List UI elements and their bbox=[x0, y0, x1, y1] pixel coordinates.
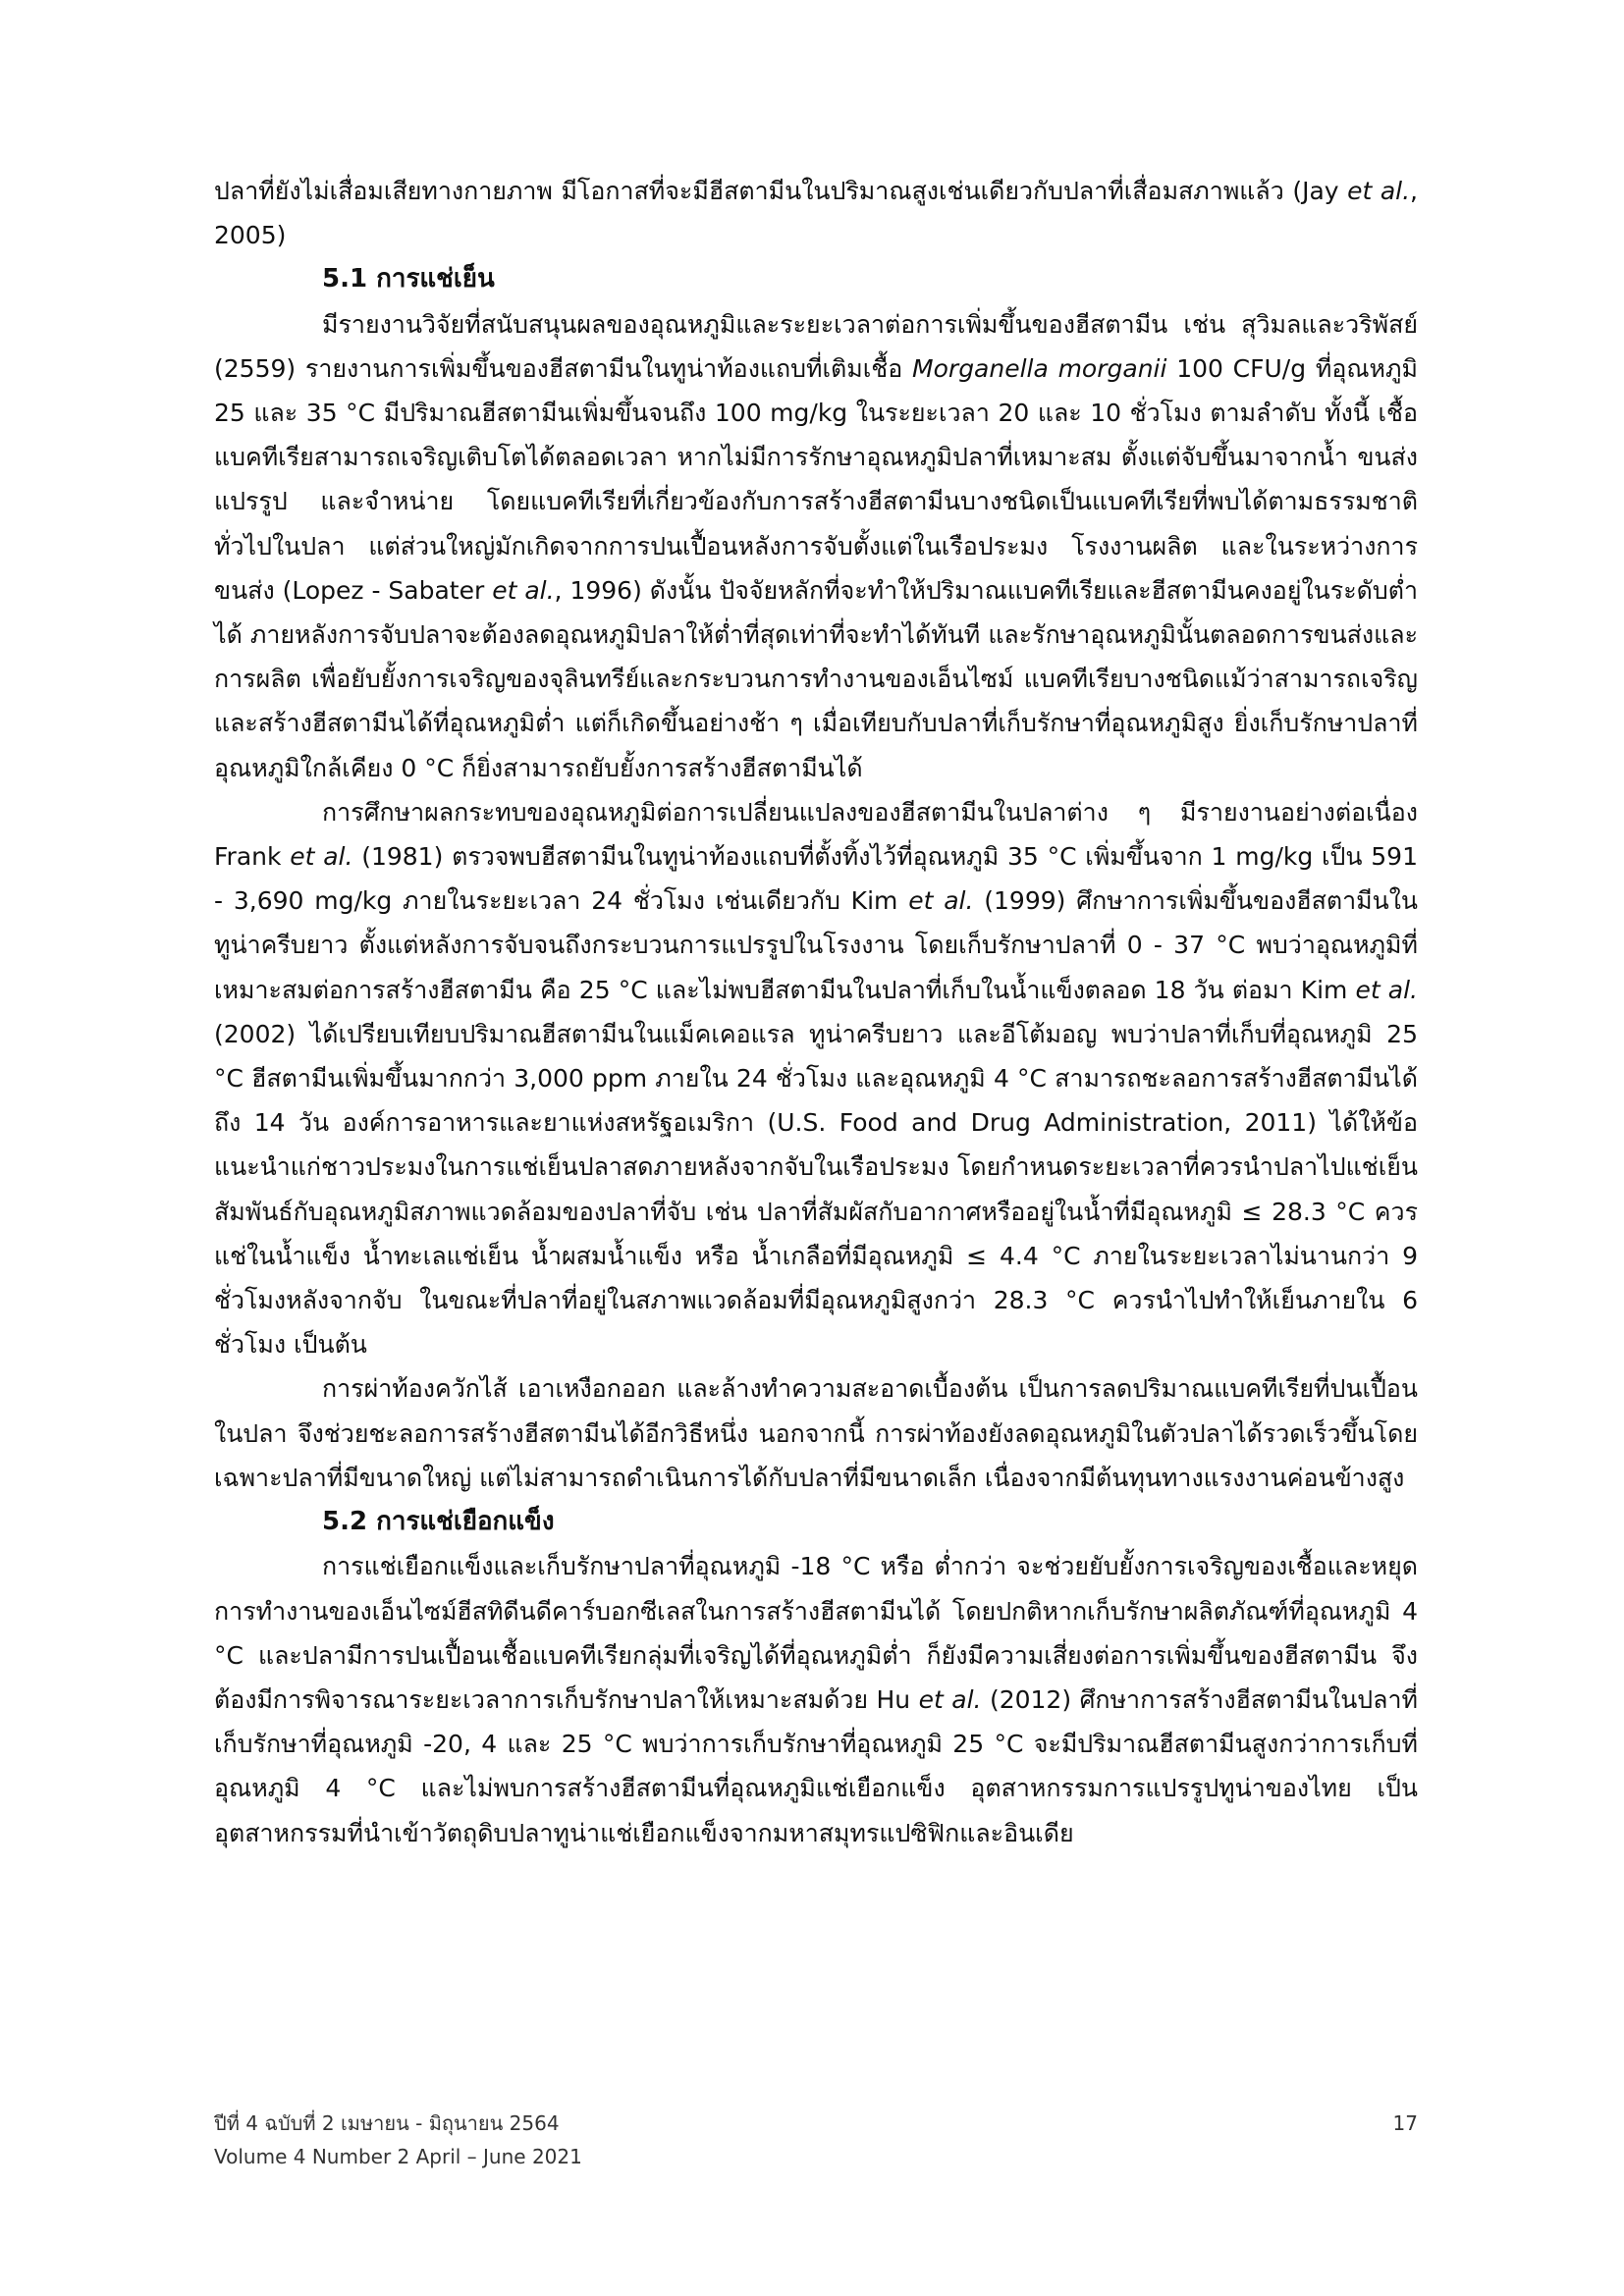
paragraph bbox=[214, 1544, 1418, 1854]
italic-run: et al. bbox=[290, 842, 353, 872]
text-run: มีรายงานวิจัยที่สนับสนุนผลของอุณหภูมิและระยะเวลาต่อการเพิ่มขึ้นของฮีสตามีน เช่น สุวิมลและวริพัสย์ (2559) รายงานการเพิ่มขึ้นของฮีสตามีนในทูน่าท้องแถบที่เติมเชื้อ bbox=[214, 309, 1418, 383]
text-run: การแช่เยือกแข็งและเก็บรักษาปลาที่อุณหภูมิ -18 °C หรือ ต่ำกว่า จะช่วยยับยั้งการเจริญของเชื้อและหยุดการทำงานของเอ็นไซม์ฮีสทิดีนดีคาร์บอกซีเลสในการสร้างฮีสตามีนได้ โดยปกติหากเก็บรักษาผลิตภัณฑ์ที่อุณหภูมิ 4 °C และปลามีการปนเปื้อนเชื้อแบคทีเรียกลุ่มที่เจริญได้ที่อุณหภูมิต่ำ ก็ยังมีความเสี่ยงต่อการเพิ่มขึ้นของฮีสตามีน จึงต้องมีการพิจารณาระยะเวลาการเก็บรักษาปลาให้เหมาะสมด้วย Hu bbox=[214, 1552, 1418, 1714]
text-run: 100 CFU/g ที่อุณหภูมิ 25 และ 35 °C มีปริมาณฮีสตามีนเพิ่มขึ้นจนถึง 100 mg/kg ในระยะเวลา 20 และ 10 ชั่วโมง ตามลำดับ ทั้งนี้ เชื้อแบคทีเรียสามารถเจริญเติบโตได้ตลอดเวลา หากไม่มีการรักษาอุณหภูมิปลาที่เหมาะสม ตั้งแต่จับขึ้นมาจากน้ำ ขนส่ง แปรรูป และจำหน่าย โดยแบคทีเรียที่เกี่ยวข้องกับการสร้างฮีสตามีนบางชนิดเป็นแบคทีเรียที่พบได้ตามธรรมชาติทั่วไปในปลา แต่ส่วนใหญ่มักเกิดจากการปนเปื้อนหลังการจับตั้งแต่ในเรือประมง โรงงานผลิต และในระหว่างการขนส่ง (Lopez - Sabater bbox=[214, 353, 1418, 605]
paragraph bbox=[214, 169, 1418, 257]
footer-english-issue: Volume 4 Number 2 April – June 2021 bbox=[214, 2145, 582, 2168]
page-footer bbox=[214, 2107, 1418, 2173]
section-heading-5-2: 5.2 การแช่เยือกแข็ง bbox=[322, 1507, 555, 1537]
page-number: 17 bbox=[1392, 2111, 1418, 2135]
italic-run: et al. bbox=[1355, 975, 1418, 1004]
text-run: (2012) ศึกษาการสร้างฮีสตามีนในปลาที่เก็บรักษาที่อุณหภูมิ -20, 4 และ 25 °C พบว่าการเก็บรักษาที่อุณหภูมิ 25 °C จะมีปริมาณฮีสตามีนสูงกว่าการเก็บที่อุณหภูมิ 4 °C และไม่พบการสร้างฮีสตามีนที่อุณหภูมิแช่เยือกแข็ง อุตสาหกรรมการแปรรูปทูน่าของไทย เป็นอุตสาหกรรมที่นำเข้าวัตถุดิบปลาทูน่าแช่เยือกแข็งจากมหาสมุทรแปซิฟิกและอินเดีย bbox=[214, 1684, 1418, 1847]
text-run: (1999) ศึกษาการเพิ่มขึ้นของฮีสตามีนในทูน่าครีบยาว ตั้งแต่หลังการจับจนถึงกระบวนการแปรรูปในโรงงาน โดยเก็บรักษาปลาที่ 0 - 37 °C พบว่าอุณหภูมิที่เหมาะสมต่อการสร้างฮีสตามีน คือ 25 °C และไม่พบฮีสตามีนในปลาที่เก็บในน้ำแข็งตลอด 18 วัน ต่อมา Kim bbox=[214, 886, 1418, 1004]
text-run: , 1996) ดังนั้น ปัจจัยหลักที่จะทำให้ปริมาณแบคทีเรียและฮีสตามีนคงอยู่ในระดับต่ำได้ ภายหลังการจับปลาจะต้องลดอุณหภูมิปลาให้ต่ำที่สุดเท่าที่จะทำได้ทันที และรักษาอุณหภูมินั้นตลอดการขนส่งและการผลิต เพื่อยับยั้งการเจริญของจุลินทรีย์และกระบวนการทำงานของเอ็นไซม์ แบคทีเรียบางชนิดแม้ว่าสามารถเจริญและสร้างฮีสตามีนได้ที่อุณหภูมิต่ำ แต่ก็เกิดขึ้นอย่างช้า ๆ เมื่อเทียบกับปลาที่เก็บรักษาที่อุณหภูมิสูง ยิ่งเก็บรักษาปลาที่อุณหภูมิใกล้เคียง 0 °C ก็ยิ่งสามารถยับยั้งการสร้างฮีสตามีนได้ bbox=[214, 575, 1419, 782]
paragraph bbox=[214, 790, 1418, 1367]
italic-run: et al. bbox=[908, 886, 974, 916]
article-body bbox=[214, 169, 1418, 1855]
text-run: การผ่าท้องควักไส้ เอาเหงือกออก และล้างทำความสะอาดเบื้องต้น เป็นการลดปริมาณแบคทีเรียที่ปนเปื้อนในปลา จึงช่วยชะลอการสร้างฮีสตามีนได้อีกวิธีหนึ่ง นอกจากนี้ การผ่าท้องยังลดอุณหภูมิในตัวปลาได้รวดเร็วขึ้นโดยเฉพาะปลาที่มีขนาดใหญ่ แต่ไม่สามารถดำเนินการได้กับปลาที่มีขนาดเล็ก เนื่องจากมีต้นทุนทางแรงงานค่อนข้างสูง bbox=[214, 1374, 1418, 1492]
italic-run: et al. bbox=[918, 1684, 982, 1714]
paragraph bbox=[214, 302, 1418, 790]
text-run: (1981) ตรวจพบฮีสตามีนในทูน่าท้องแถบที่ตั้งทิ้งไว้ที่อุณหภูมิ 35 °C เพิ่มขึ้นจาก 1 mg/kg เป็น 591 - 3,690 mg/kg ภายในระยะเวลา 24 ชั่วโมง เช่นเดียวกับ Kim bbox=[214, 842, 1418, 916]
italic-run: Morganella morganii bbox=[912, 353, 1167, 383]
italic-run: et al. bbox=[1347, 177, 1411, 205]
text-run: (2002) ได้เปรียบเทียบปริมาณฮีสตามีนในแม็คเคอแรล ทูน่าครีบยาว และอีโต้มอญ พบว่าปลาที่เก็บที่อุณหภูมิ 25 °C ฮีสตามีนเพิ่มขึ้นมากกว่า 3,000 ppm ภายใน 24 ชั่วโมง และอุณหภูมิ 4 °C สามารถชะลอการสร้างฮีสตามีนได้ถึง 14 วัน องค์การอาหารและยาแห่งสหรัฐอเมริกา (U.S. Food and Drug Administration, 2011) ได้ให้ข้อแนะนำแก่ชาวประมงในการแช่เย็นปลาสดภายหลังจากจับในเรือประมง โดยกำหนดระยะเวลาที่ควรนำปลาไปแช่เย็นสัมพันธ์กับอุณหภูมิสภาพแวดล้อมของปลาที่จับ เช่น ปลาที่สัมผัสกับอากาศหรืออยู่ในน้ำที่มีอุณหภูมิ ≤ 28.3 °C ควรแช่ในน้ำแข็ง น้ำทะเลแช่เย็น น้ำผสมน้ำแข็ง หรือ น้ำเกลือที่มีอุณหภูมิ ≤ 4.4 °C ภายในระยะเวลาไม่นานกว่า 9 ชั่วโมงหลังจากจับ ในขณะที่ปลาที่อยู่ในสภาพแวดล้อมที่มีอุณหภูมิสูงกว่า 28.3 °C ควรนำไปทำให้เย็นภายใน 6 ชั่วโมง เป็นต้น bbox=[214, 1019, 1418, 1360]
section-heading-5-1: 5.1 การแช่เย็น bbox=[322, 264, 495, 294]
text-run: , 2005) bbox=[214, 177, 1418, 250]
italic-run: et al. bbox=[492, 575, 555, 605]
text-run: ปลาที่ยังไม่เสื่อมเสียทางกายภาพ มีโอกาสที่จะมีฮีสตามีนในปริมาณสูงเช่นเดียวกับปลาที่เสื่อมสภาพแล้ว (Jay bbox=[214, 177, 1348, 205]
paragraph bbox=[214, 1366, 1418, 1500]
text-run: การศึกษาผลกระทบของอุณหภูมิต่อการเปลี่ยนแปลงของฮีสตามีนในปลาต่าง ๆ มีรายงานอย่างต่อเนื่อง Frank bbox=[214, 797, 1418, 872]
footer-thai-issue: ปีที่ 4 ฉบับที่ 2 เมษายน - มิถุนายน 2564 bbox=[214, 2111, 560, 2135]
